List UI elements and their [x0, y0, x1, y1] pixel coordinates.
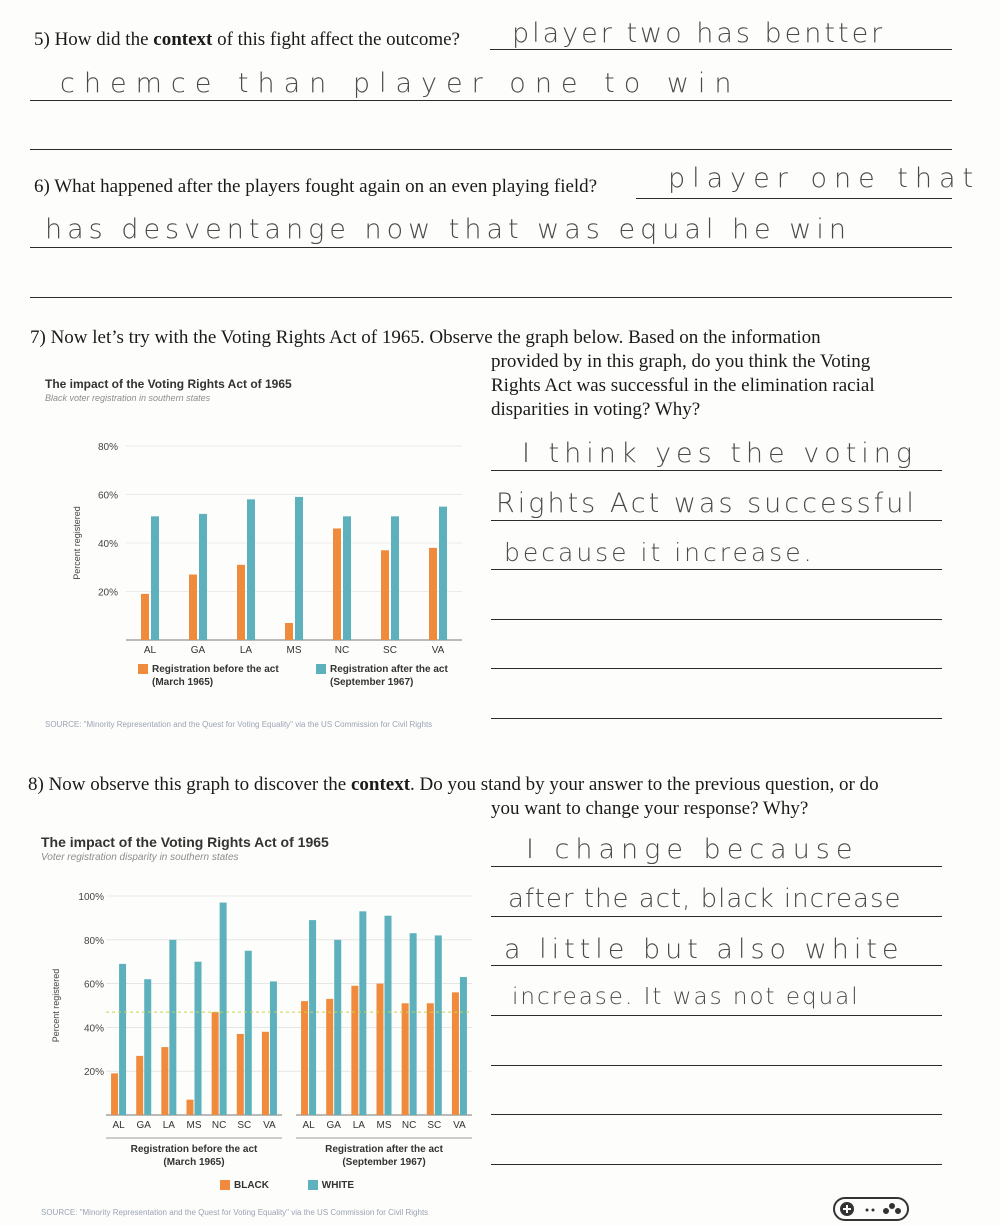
- answer-line: [491, 668, 942, 669]
- chart1-legend-after: [316, 663, 448, 689]
- chart2-xtick-label: MS: [186, 1120, 202, 1131]
- chart1-legend-before: [138, 663, 279, 689]
- answer-line: [491, 1065, 942, 1066]
- chart1-bar-after: [295, 497, 303, 640]
- answer-line: [491, 520, 942, 521]
- chart1-plot: [60, 430, 470, 660]
- answer-line: [30, 297, 952, 298]
- chart2-bar-black: [111, 1073, 118, 1115]
- answer-line: [491, 965, 942, 966]
- question-7-line-4: disparities in voting? Why?: [491, 399, 701, 420]
- q5-number: 5): [34, 29, 50, 50]
- chart2-bar-black: [237, 1034, 244, 1115]
- chart2-bar-black: [427, 1003, 434, 1115]
- chart2-bar-black: [262, 1032, 269, 1115]
- chart1-subtitle: Black voter registration in southern states: [45, 393, 211, 403]
- chart2-bar-white: [359, 911, 366, 1115]
- q8-answer-line-3: a little but also white: [504, 934, 904, 965]
- chart2-bar-white: [460, 977, 467, 1115]
- chart2-bar-black: [212, 1012, 219, 1115]
- answer-line: [491, 569, 942, 570]
- chart2-bar-white: [144, 979, 151, 1115]
- chart2-xtick-label: AL: [112, 1120, 125, 1131]
- chart1-xtick-label: VA: [431, 645, 445, 656]
- question-7-line-3: Rights Act was successful in the elimination racial: [491, 375, 875, 396]
- chart2-ytick-label: 20%: [83, 1067, 104, 1079]
- chart1-bar-after: [247, 499, 255, 640]
- q5-text-before: How did the: [54, 29, 149, 50]
- chart1-bar-after: [343, 516, 351, 640]
- chart2-bar-white: [309, 920, 316, 1115]
- chart2-ytick-label: 60%: [83, 979, 104, 991]
- chart2-legend: [220, 1179, 354, 1192]
- chart2-xtick-label: LA: [352, 1120, 365, 1131]
- chart1-bar-before: [189, 575, 197, 640]
- chart1-ytick-label: 40%: [97, 539, 118, 550]
- chart2-bar-white: [220, 903, 227, 1115]
- q8-line1-before: 8) Now observe this graph to discover the: [28, 774, 347, 795]
- chart1-xtick-label: LA: [239, 645, 253, 656]
- chart2-xtick-label: MS: [376, 1120, 392, 1131]
- chart2-ylabel: Percent registered: [51, 968, 61, 1043]
- chart1-bar-before: [333, 528, 341, 640]
- q6-number: 6): [34, 176, 50, 197]
- chart2-xtick-label: AL: [302, 1120, 315, 1131]
- question-8-line-1: [28, 773, 879, 797]
- chart2-xtick-label: NC: [401, 1120, 417, 1131]
- chart1-ytick-label: 80%: [97, 442, 118, 453]
- question-6: [34, 175, 597, 199]
- chart1-legend-after-line2: (September 1967): [330, 677, 414, 688]
- chart2-bar-black: [402, 1003, 409, 1115]
- chart2-plot: [44, 880, 484, 1170]
- chart2-legend-white: WHITE: [321, 1180, 354, 1191]
- chart1-xtick-label: NC: [334, 645, 350, 656]
- chart2-bar-black: [452, 992, 459, 1115]
- chart1-legend-after-line1: Registration after the act: [330, 664, 448, 675]
- question-8-line-2: you want to change your response? Why?: [491, 798, 809, 819]
- answer-line: [636, 198, 952, 199]
- chart1-source: SOURCE: "Minority Representation and the Quest for Voting Equality" via the US Commission for Civil Rights: [45, 720, 433, 729]
- answer-line: [491, 1015, 942, 1016]
- chart2-bar-black: [377, 984, 384, 1115]
- chart2-xtick-label: GA: [326, 1120, 341, 1131]
- answer-line: [491, 866, 942, 867]
- chart1-legend-swatch-after: [316, 664, 326, 674]
- chart2-legend-swatch-white: [308, 1180, 318, 1190]
- chart2-group-label: Registration after the act: [325, 1144, 443, 1155]
- q6-text: What happened after the players fought again on an even playing field?: [54, 176, 598, 197]
- chart2-xtick-label: VA: [263, 1120, 276, 1131]
- q7-answer-line-3: because it increase.: [504, 538, 815, 567]
- chart2-title: The impact of the Voting Rights Act of 1965: [41, 834, 329, 850]
- chart2-group-sublabel: (September 1967): [342, 1157, 426, 1168]
- chart1-xtick-label: SC: [383, 645, 397, 656]
- q8-answer-line-4: increase. It was not equal: [512, 984, 860, 1010]
- q8-line1-after: . Do you stand by your answer to the previous question, or do: [410, 774, 879, 795]
- chart2-bar-black: [326, 999, 333, 1115]
- chart1-bar-after: [151, 516, 159, 640]
- chart2-ytick-label: 80%: [83, 935, 104, 947]
- chart1-ytick-label: 60%: [97, 490, 118, 502]
- chart2-bar-white: [195, 962, 202, 1115]
- chart2-bar-white: [119, 964, 126, 1115]
- answer-line: [491, 1114, 942, 1115]
- chart1-legend-swatch-before: [138, 664, 148, 674]
- q5-bold-word: context: [153, 29, 213, 50]
- answer-line: [30, 247, 952, 248]
- question-7-line-2: provided by in this graph, do you think the Voting: [491, 351, 871, 372]
- answer-line: [491, 718, 942, 719]
- chart2-bar-black: [351, 986, 358, 1115]
- chart1-legend-before-line2: (March 1965): [152, 677, 214, 688]
- q7-answer-line-1: I think yes the voting: [522, 438, 918, 469]
- answer-line: [491, 1164, 942, 1165]
- chart2-xtick-label: SC: [427, 1120, 442, 1131]
- chart1-xtick-label: AL: [143, 645, 157, 656]
- chart2-bar-black: [161, 1047, 168, 1115]
- chart2-bar-white: [169, 940, 176, 1115]
- chart1-bar-before: [237, 565, 245, 640]
- answer-line: [491, 619, 942, 620]
- q8-answer-line-1: I change because: [526, 834, 859, 865]
- chart2-ytick-label: 40%: [83, 1023, 104, 1035]
- chart2-bar-white: [410, 933, 417, 1115]
- chart2-source: SOURCE: "Minority Representation and the Quest for Voting Equality" via the US Commission for Civil Rights: [41, 1208, 429, 1217]
- chart2-bar-white: [385, 916, 392, 1115]
- q6-answer-line-1: player one that: [668, 163, 981, 194]
- chart2-legend-swatch-black: [220, 1180, 230, 1190]
- chart2-bar-black: [136, 1056, 143, 1115]
- q8-answer-line-2: after the act, black increase: [508, 884, 902, 914]
- chart1-ylabel: Percent registered: [72, 506, 82, 580]
- chart1-legend-before-line1: Registration before the act: [152, 664, 279, 675]
- chart1-bar-before: [381, 550, 389, 640]
- chart2-bar-black: [301, 1001, 308, 1115]
- chart2-xtick-label: LA: [162, 1120, 175, 1131]
- answer-line: [491, 470, 942, 471]
- chart1-xtick-label: MS: [286, 645, 302, 656]
- question-7-line-1: 7) Now let’s try with the Voting Rights Act of 1965. Observe the graph below. Based on the information: [30, 327, 821, 348]
- answer-line: [490, 49, 952, 50]
- chart2-bar-white: [334, 940, 341, 1115]
- q7-answer-line-2: Rights Act was successful: [496, 488, 917, 519]
- chart2-xtick-label: VA: [453, 1120, 466, 1131]
- game-controller-icon: [832, 1195, 912, 1226]
- chart2-legend-black: BLACK: [234, 1180, 269, 1191]
- chart1-bar-after: [439, 507, 447, 640]
- question-5: [34, 28, 460, 52]
- chart1-bar-before: [141, 594, 149, 640]
- chart1-bar-before: [429, 548, 437, 640]
- chart1-bar-before: [285, 623, 293, 640]
- chart2-xtick-label: NC: [211, 1120, 227, 1131]
- chart2-bar-white: [245, 951, 252, 1115]
- chart1-bar-after: [391, 516, 399, 640]
- chart1-bar-after: [199, 514, 207, 640]
- chart2-xtick-label: SC: [237, 1120, 252, 1131]
- answer-line: [491, 916, 942, 917]
- chart2-group-label: Registration before the act: [130, 1144, 258, 1155]
- chart1-ytick-label: 20%: [97, 587, 118, 599]
- q8-bold-word: context: [350, 774, 411, 795]
- q6-answer-line-2: has desventange now that was equal he win: [45, 214, 851, 245]
- chart1-title: The impact of the Voting Rights Act of 1965: [45, 377, 292, 391]
- q5-answer-line-1: player two has bentter: [512, 18, 886, 49]
- chart2-bar-white: [270, 981, 277, 1115]
- chart2-bar-black: [187, 1100, 194, 1115]
- chart2-xtick-label: GA: [136, 1120, 151, 1131]
- chart2-ytick-label: 100%: [78, 892, 104, 903]
- chart2-bar-white: [435, 935, 442, 1115]
- chart2-subtitle: Voter registration disparity in southern states: [41, 852, 239, 863]
- q5-text-after: of this fight affect the outcome?: [217, 29, 460, 50]
- q5-answer-line-2: chemce than player one to win: [60, 68, 741, 99]
- chart1-xtick-label: GA: [190, 645, 206, 656]
- chart2-group-sublabel: (March 1965): [163, 1157, 225, 1168]
- answer-line: [30, 149, 952, 150]
- answer-line: [30, 100, 952, 101]
